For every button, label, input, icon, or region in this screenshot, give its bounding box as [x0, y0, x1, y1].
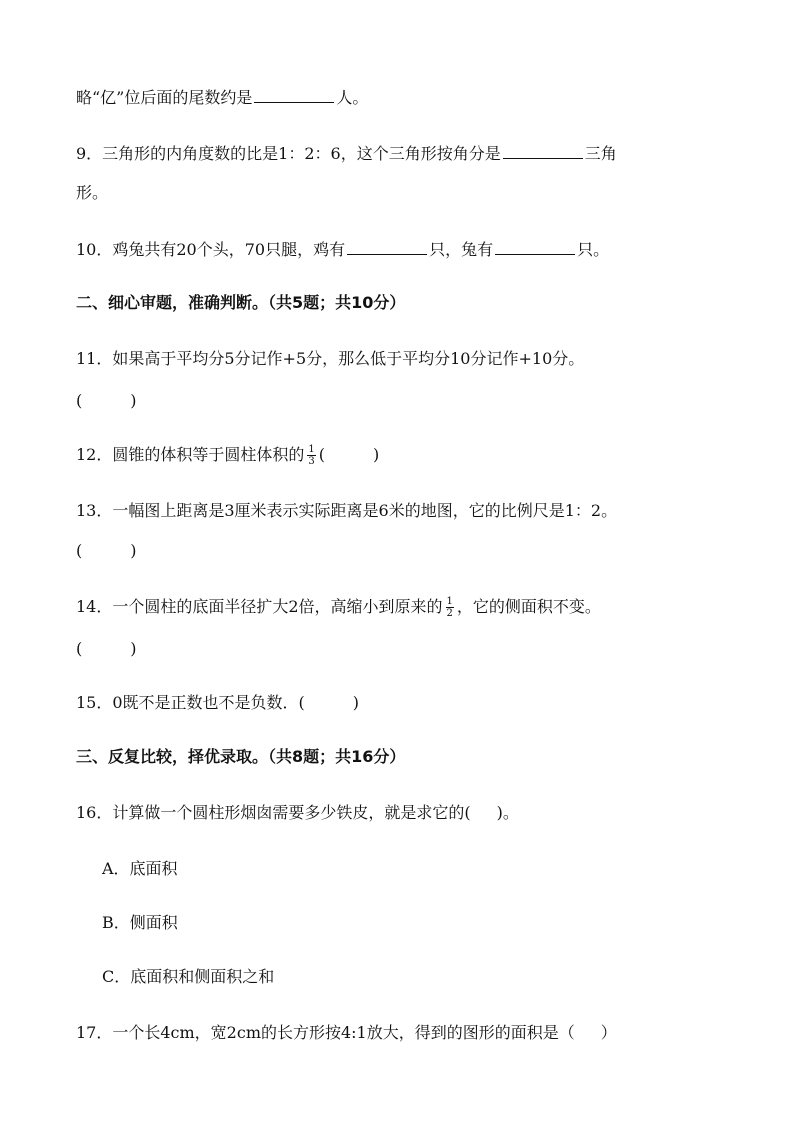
answer-blank-chickens[interactable] — [347, 238, 427, 255]
q10-text: 10．鸡兔共有20个头，70只腿，鸡有 — [76, 240, 346, 259]
q8-text: 略“亿”位后面的尾数约是 — [76, 88, 253, 107]
question-16: 16．计算做一个圆柱形烟囱需要多少铁皮，就是求它的( )。 — [76, 803, 519, 822]
section-heading: 二、细心审题，准确判断。（共5题；共10分） — [76, 293, 406, 312]
question-11: 11．如果高于平均分5分记作+5分，那么低于平均分10分记作+10分。 — [76, 349, 585, 368]
fraction: $\frac{1}{3}$ — [308, 444, 315, 467]
answer-blank[interactable] — [503, 142, 583, 159]
question-14 — [76, 596, 601, 619]
fraction: $\frac{1}{2}$ — [446, 596, 453, 619]
q12-text: 12．圆锥的体积等于圆柱体积的 — [76, 445, 305, 464]
answer-blank-rabbits[interactable] — [495, 238, 575, 255]
question-10 — [76, 238, 609, 261]
answer-blank[interactable] — [254, 86, 334, 103]
option-c[interactable]: C．底面积和侧面积之和 — [102, 967, 275, 986]
question-13: 13．一幅图上距离是3厘米表示实际距离是6米的地图，它的比例尺是1：2。 — [76, 501, 618, 520]
question-9 — [76, 142, 617, 165]
answer-paren[interactable]: ( ) — [76, 639, 137, 658]
question-9-line2: 形。 — [76, 183, 109, 202]
q14-text: 14．一个圆柱的底面半径扩大2倍，高缩小到原来的 — [76, 597, 443, 616]
q9-text-end: 三角 — [584, 144, 617, 163]
question-15: 15．0既不是正数也不是负数．( ) — [76, 693, 360, 712]
q14-text-end: ，它的侧面积不变。 — [456, 597, 601, 616]
question-12 — [76, 444, 379, 467]
q17-text: 17．一个长4cm，宽2cm的长方形按4:1放大，得到的图形的面积是（ — [76, 1023, 575, 1042]
q10-text-mid: 只，兔有 — [429, 240, 494, 259]
q9-text: 9．三角形的内角度数的比是1：2：6，这个三角形按角分是 — [76, 144, 501, 163]
q10-text-end: 只。 — [577, 240, 610, 259]
answer-paren[interactable]: ( ) — [318, 445, 380, 464]
answer-paren[interactable]: ( ) — [76, 391, 137, 410]
q16-text: 16．计算做一个圆柱形烟囱需要多少铁皮，就是求它的( — [76, 803, 471, 822]
section-heading: 三、反复比较，择优录取。（共8题；共16分） — [76, 747, 406, 766]
option-b[interactable]: B．侧面积 — [102, 913, 178, 932]
q15-text: 15．0既不是正数也不是负数．( — [76, 693, 305, 712]
question-8-continuation — [76, 86, 368, 109]
q8-text-end: 人。 — [336, 88, 369, 107]
answer-paren[interactable]: ( ) — [76, 541, 137, 560]
question-17: 17．一个长4cm，宽2cm的长方形按4:1放大，得到的图形的面积是（ ） — [76, 1023, 617, 1042]
option-a[interactable]: A．底面积 — [102, 859, 178, 878]
